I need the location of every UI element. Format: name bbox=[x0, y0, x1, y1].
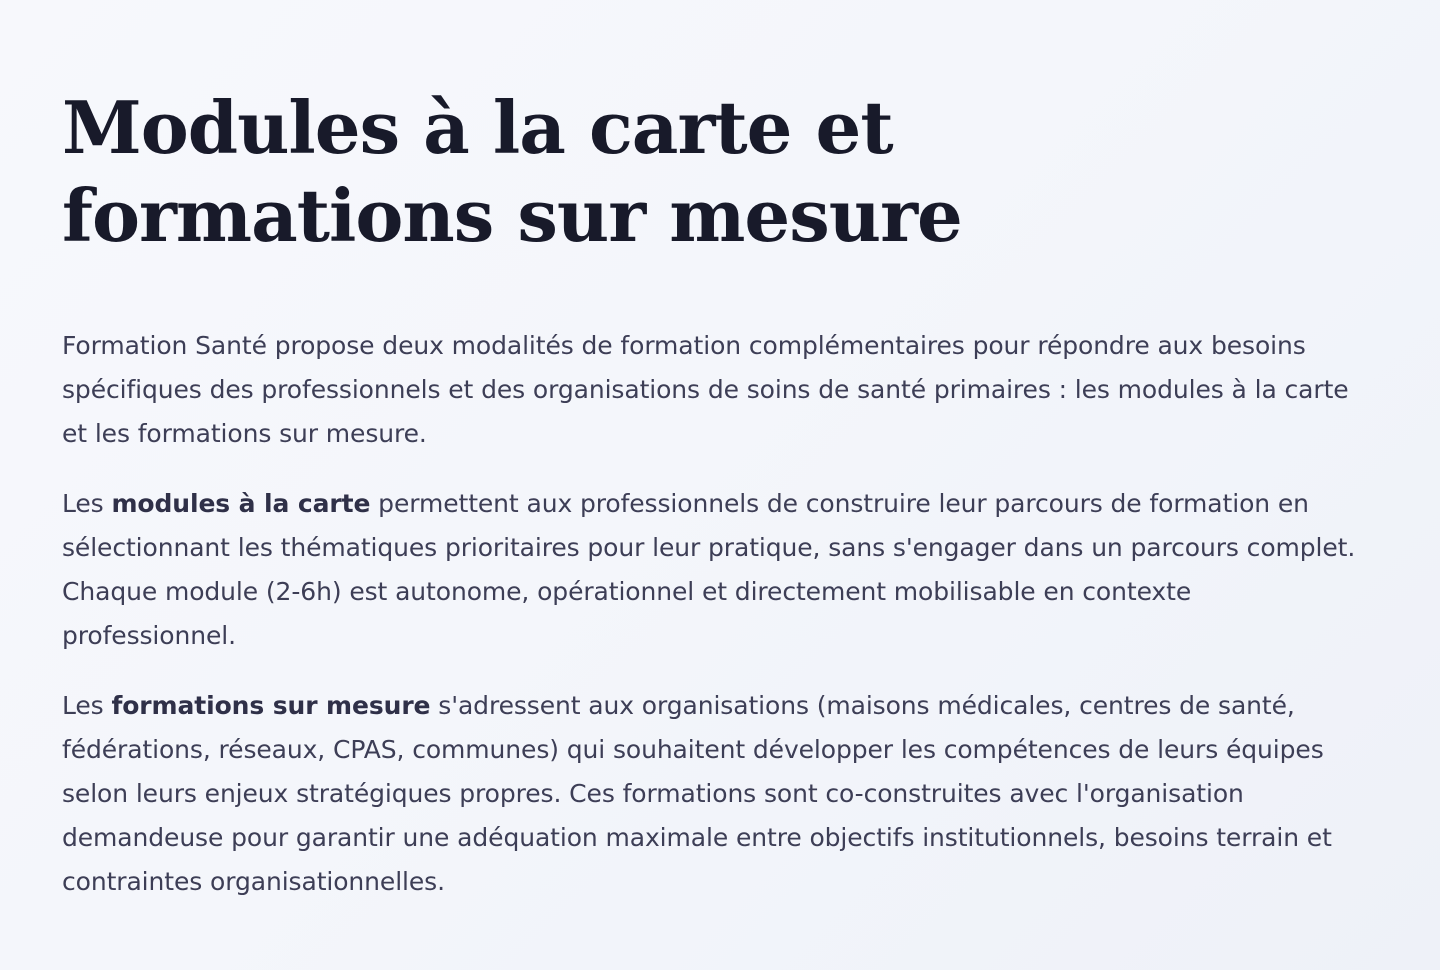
page-title-line-1: Modules à la carte et bbox=[62, 85, 893, 170]
modules-emphasis: modules à la carte bbox=[111, 489, 371, 518]
page-title bbox=[62, 84, 1262, 260]
formations-emphasis: formations sur mesure bbox=[111, 691, 431, 720]
modules-paragraph bbox=[62, 482, 1370, 658]
formations-paragraph bbox=[62, 684, 1370, 904]
modules-text: permettent aux professionnels de construire leur parcours de formation en sélectionnant les thématiques prioritaires pour leur pratique, sans s'engager dans un parcours complet. Chaque module (2-6h) est autonome, opérationnel et directement mobilisable en contexte professionnel. bbox=[62, 489, 1356, 650]
intro-paragraph: Formation Santé propose deux modalités de formation complémentaires pour répondre aux besoins spécifiques des professionnels et des organisations de soins de santé primaires : les modules à la carte et les formations sur mesure. bbox=[62, 331, 1349, 448]
formations-prefix: Les bbox=[62, 691, 112, 720]
body-text bbox=[62, 324, 1370, 904]
formations-text: s'adressent aux organisations (maisons médicales, centres de santé, fédérations, réseaux, CPAS, communes) qui souhaitent développer les compétences de leurs équipes selon leurs enjeux stratégiques propres. Ces formations sont co-construites avec l'organisation demandeuse pour garantir une adéquation maximale entre objectifs institutionnels, besoins terrain et contraintes organisationnelles. bbox=[62, 691, 1332, 896]
modules-prefix: Les bbox=[62, 489, 112, 518]
page-title-line-2: formations sur mesure bbox=[62, 173, 962, 258]
